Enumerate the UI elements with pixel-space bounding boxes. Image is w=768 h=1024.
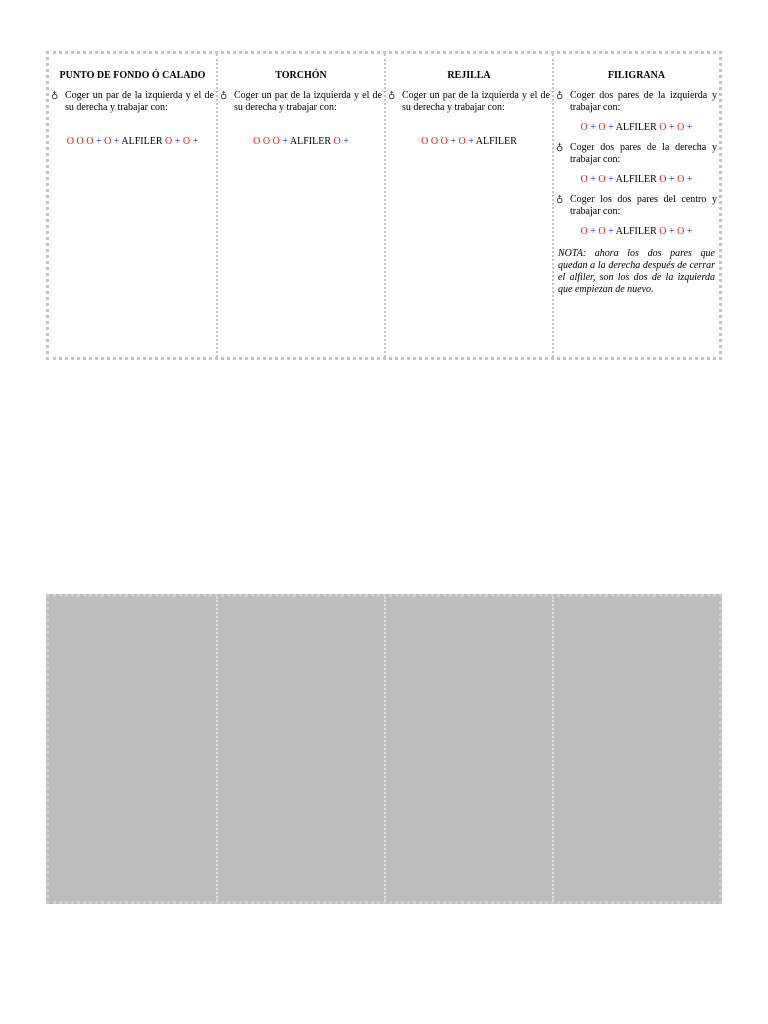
cross-token: O [595,122,606,133]
twist-token: + [666,174,675,185]
stitch-formula [51,136,214,148]
stitch-formula [556,174,717,186]
twist-token: + [447,136,456,147]
bobbin-icon: ♁ [556,194,564,205]
bobbin-icon: ♁ [388,90,396,101]
pin-token: ALFILER [613,174,657,185]
stitch-formula [220,136,382,148]
twist-token: + [605,122,614,133]
cross-token: O [260,136,271,147]
cross-token: O [270,136,280,147]
cross-token: O [253,136,261,147]
cross-token: O [580,174,588,185]
twist-token: + [666,122,675,133]
cross-token: O [674,174,685,185]
column-filigrana [554,54,719,357]
column-rejilla [386,54,554,357]
cross-token: O [455,136,466,147]
cross-token: O [595,174,606,185]
twist-token: + [190,136,199,147]
cross-token: O [674,226,685,237]
twist-token: + [684,174,693,185]
instruction-text: Coger dos pares de la derecha y trabajar con: [570,142,717,165]
cross-token: O [428,136,439,147]
cross-token: O [656,122,667,133]
cross-token: O [580,226,588,237]
twist-token: + [93,136,102,147]
cross-token: O [656,226,667,237]
instruction-item [556,142,717,166]
instruction-text: Coger dos pares de la izquierda y trabajar con: [570,90,717,113]
bobbin-icon: ♁ [556,90,564,101]
stitch-formula [388,136,550,148]
bobbin-icon: ♁ [220,90,228,101]
twist-token: + [666,226,675,237]
instruction-text: Coger un par de la izquierda y el de su derecha y trabajar con: [234,90,382,113]
column-title: FILIGRANA [607,70,666,81]
pin-token: ALFILER [613,122,657,133]
instruction-item [51,90,214,114]
instruction-item [220,90,382,114]
cross-token: O [595,226,606,237]
cross-token: O [180,136,191,147]
twist-token: + [587,122,596,133]
cross-token: O [101,136,112,147]
column-title: TORCHÓN [275,70,327,81]
cross-token: O [580,122,588,133]
instruction-item [556,90,717,114]
cross-token: O [674,122,685,133]
image-placeholder [218,597,386,901]
instruction-text: Coger los dos pares del centro y trabajar con: [570,194,717,217]
twist-token: + [587,226,596,237]
stitch-formula [556,122,717,134]
image-placeholder-row [46,594,722,904]
pin-token: ALFILER [287,136,332,147]
twist-token: + [605,226,614,237]
cross-token: O [162,136,173,147]
twist-token: + [172,136,181,147]
column-title: PUNTO DE FONDO Ó CALADO [59,70,206,81]
cross-token: O [66,136,74,147]
instruction-item [388,90,550,114]
note-text: NOTA: ahora los dos pares que quedan a la derecha después de cerrar el alfiler, son los dos de la izquierda que empiezan de nuevo. [558,248,715,295]
twist-token: + [587,174,596,185]
lace-stitch-table [46,51,722,360]
stitch-formula [556,226,717,238]
instruction-text: Coger un par de la izquierda y el de su derecha y trabajar con: [65,90,214,113]
twist-token: + [111,136,120,147]
instruction-item [556,194,717,218]
cross-token: O [438,136,448,147]
image-placeholder [386,597,554,901]
image-placeholder [554,597,719,901]
cross-token: O [331,136,341,147]
cross-token: O [421,136,429,147]
twist-token: + [605,174,614,185]
cross-token: O [73,136,84,147]
twist-token: + [340,136,349,147]
image-placeholder [49,597,218,901]
pin-token: ALFILER [119,136,163,147]
twist-token: + [465,136,474,147]
column-punto-de-fondo [49,54,218,357]
column-title: REJILLA [447,70,491,81]
pin-token: ALFILER [613,226,657,237]
twist-token: + [684,122,693,133]
column-torchon [218,54,386,357]
cross-token: O [656,174,667,185]
bobbin-icon: ♁ [556,142,564,153]
bobbin-icon: ♁ [51,90,59,101]
pin-token: ALFILER [473,136,517,147]
cross-token: O [83,136,94,147]
instruction-text: Coger un par de la izquierda y el de su derecha y trabajar con: [402,90,550,113]
twist-token: + [279,136,288,147]
twist-token: + [684,226,693,237]
